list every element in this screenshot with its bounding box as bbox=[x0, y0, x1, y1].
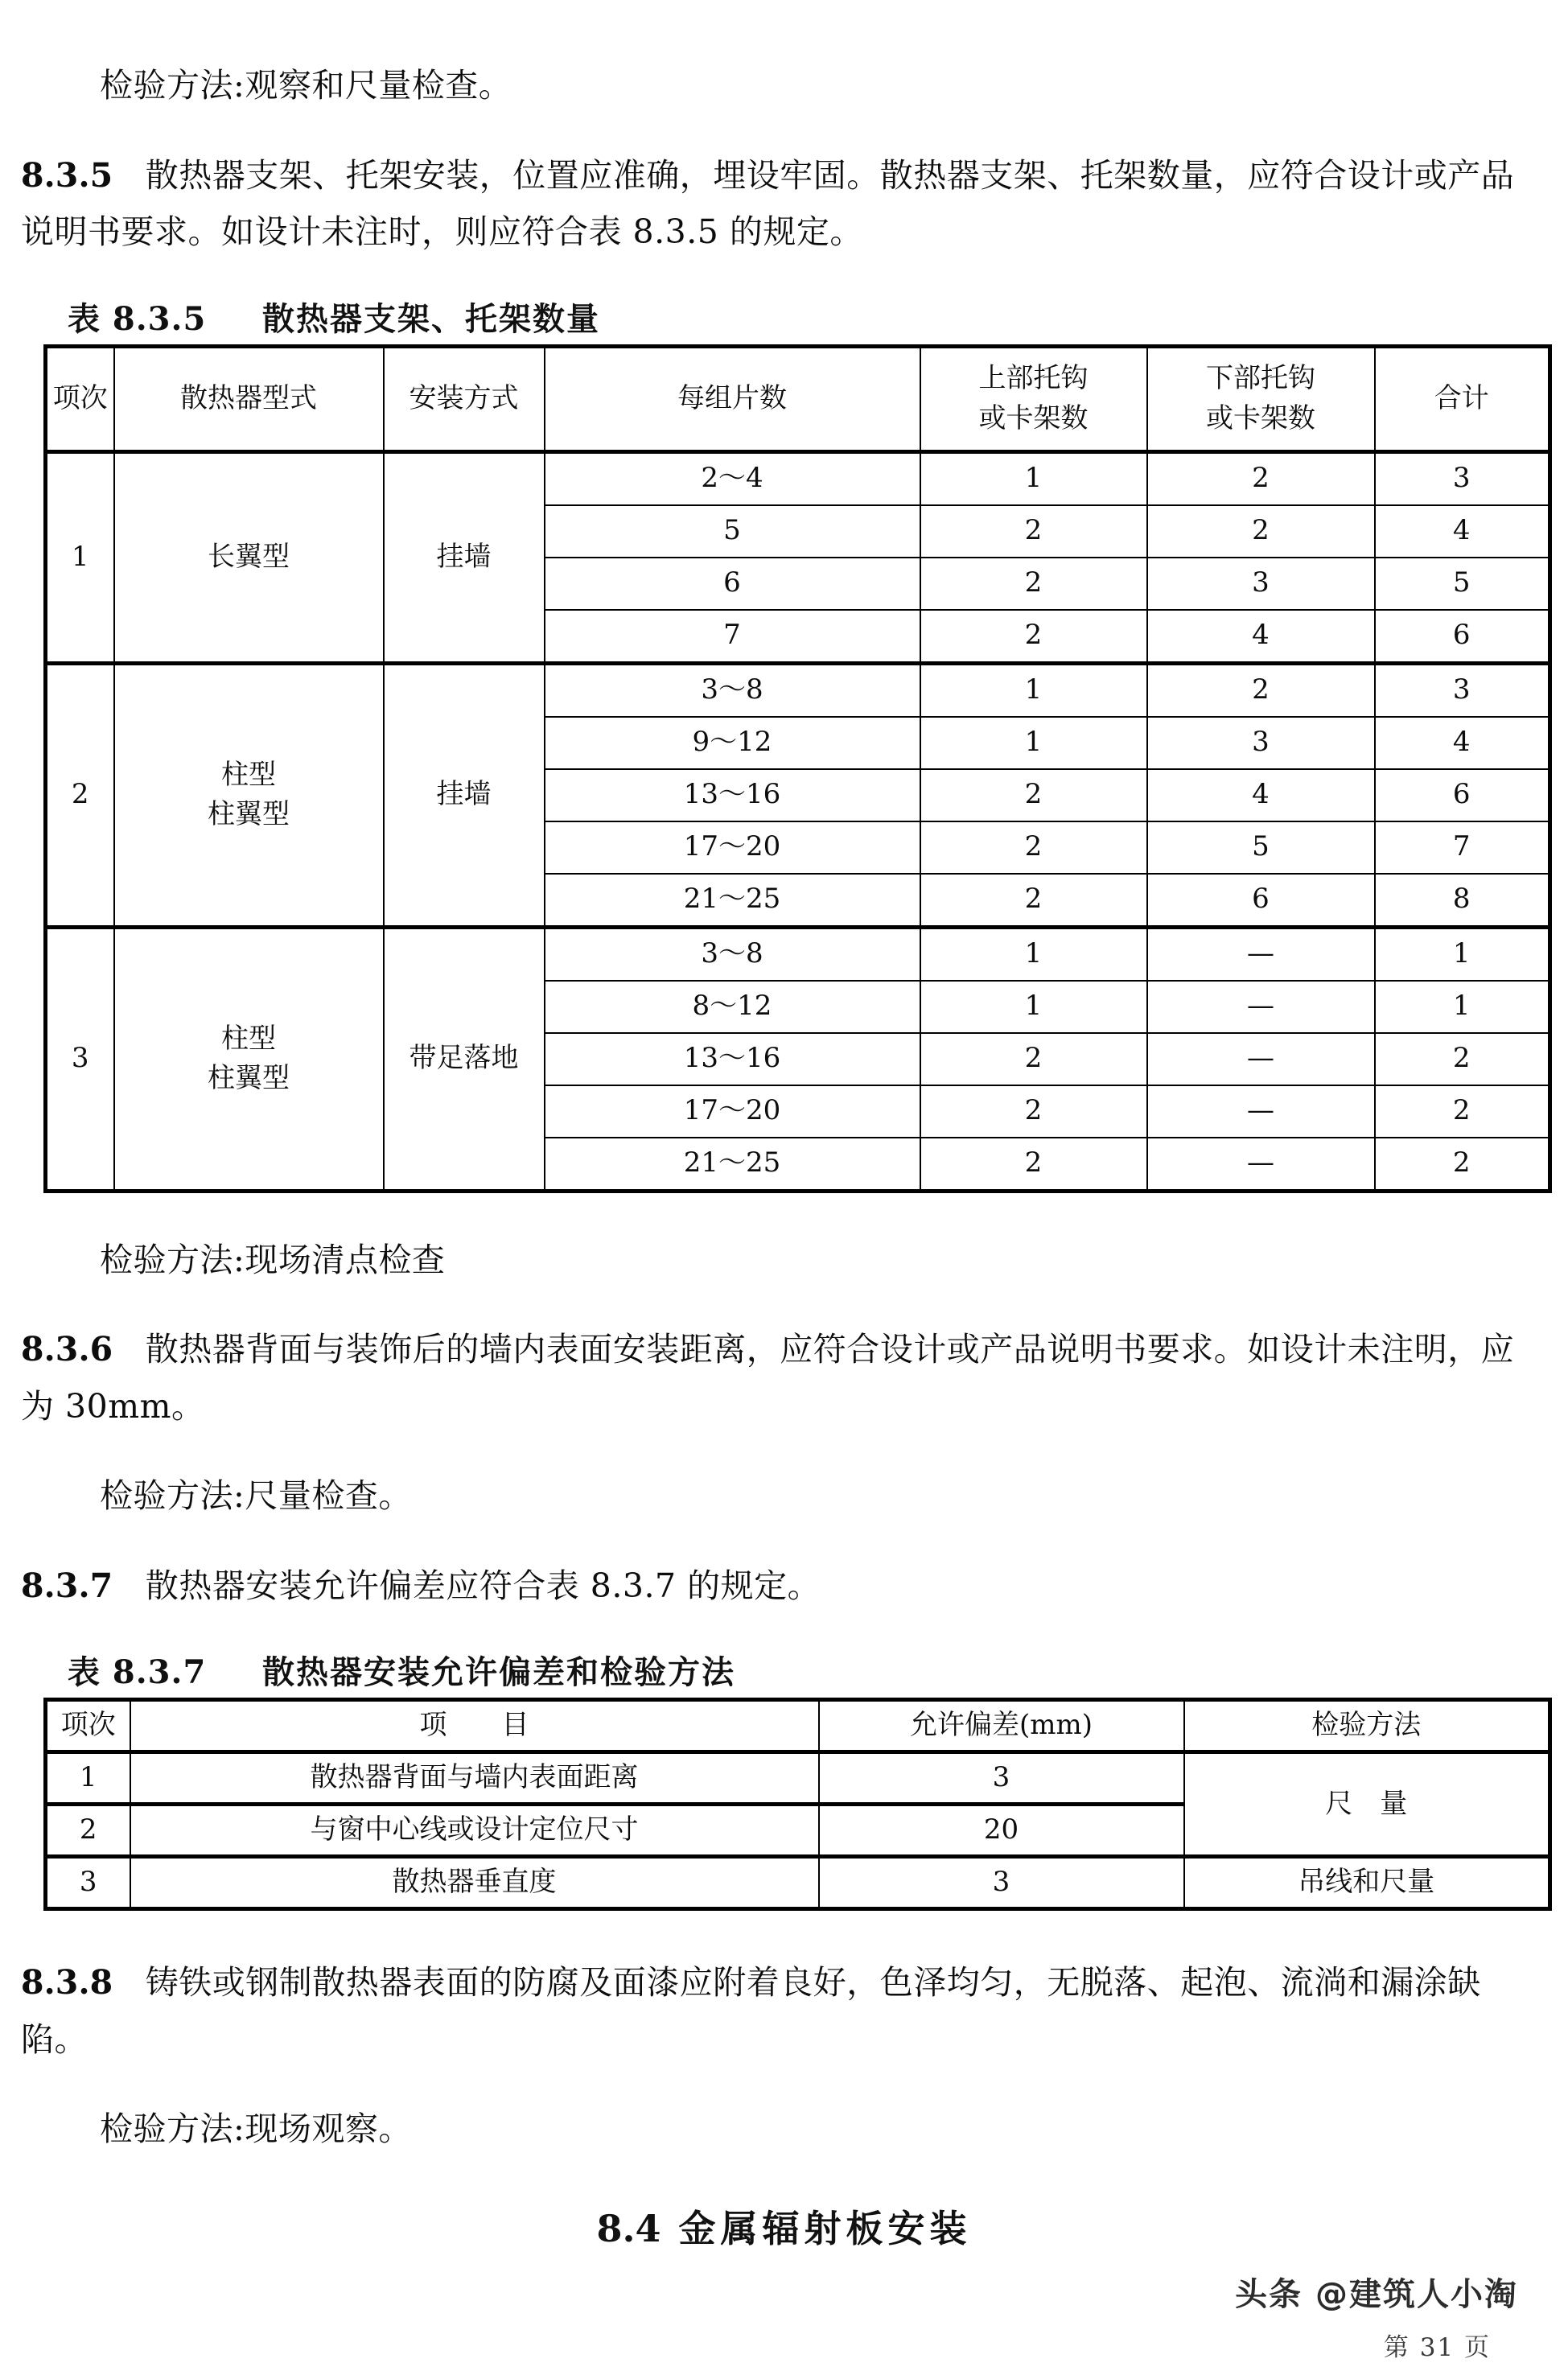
cell-upper-hooks: 1 bbox=[920, 981, 1147, 1033]
cell-total: 3 bbox=[1375, 451, 1550, 505]
cell-lower-hooks: 5 bbox=[1147, 821, 1375, 874]
section-8-4-number: 8.4 bbox=[596, 2206, 661, 2250]
cell-lower-hooks: 2 bbox=[1147, 505, 1375, 558]
header-cell-mounting: 安装方式 bbox=[384, 346, 545, 451]
cell-total: 2 bbox=[1375, 1085, 1550, 1138]
cell-mounting-method: 挂墙 bbox=[384, 451, 545, 663]
cell-total: 1 bbox=[1375, 927, 1550, 981]
cell-upper-hooks: 2 bbox=[920, 821, 1147, 874]
cell-section-count: 3～8 bbox=[545, 927, 920, 981]
table-8-3-7-caption-number: 表 8.3.7 bbox=[68, 1653, 207, 1692]
cell-index: 2 bbox=[46, 1805, 130, 1857]
cell-lower-hooks: 2 bbox=[1147, 663, 1375, 717]
clause-8-3-5 bbox=[21, 147, 1547, 261]
clause-8-3-6-text: 散热器背面与装饰后的墙内表面安装距离，应符合设计或产品说明书要求。如设计未注明，应为 30mm。 bbox=[21, 1330, 1515, 1426]
cell-section-count: 13～16 bbox=[545, 1033, 920, 1085]
section-8-4-heading bbox=[21, 2200, 1547, 2253]
cell-lower-hooks: — bbox=[1147, 1138, 1375, 1192]
header-cell-index: 项次 bbox=[46, 346, 114, 451]
cell-total: 2 bbox=[1375, 1033, 1550, 1085]
table-8-3-7-header-row bbox=[46, 1700, 1550, 1752]
cell-lower-hooks: 4 bbox=[1147, 610, 1375, 664]
cell-total: 8 bbox=[1375, 874, 1550, 928]
cell-section-count: 21～25 bbox=[545, 874, 920, 928]
cell-total: 7 bbox=[1375, 821, 1550, 874]
header-lower-line1: 下部托钩 bbox=[1206, 362, 1315, 395]
header-cell-tolerance: 允许偏差(mm) bbox=[819, 1700, 1184, 1752]
cell-tolerance: 20 bbox=[819, 1805, 1184, 1857]
header-cell-upper-hooks bbox=[920, 346, 1147, 451]
cell-index: 3 bbox=[46, 1857, 130, 1909]
inspection-method-intro: 检验方法:观察和尺量检查。 bbox=[100, 66, 512, 105]
cell-upper-hooks: 2 bbox=[920, 1033, 1147, 1085]
cell-total: 1 bbox=[1375, 981, 1550, 1033]
header-cell-type: 散热器型式 bbox=[114, 346, 384, 451]
table-8-3-7-caption bbox=[21, 1647, 1547, 1693]
inspection-method-after-8-3-8: 检验方法:现场观察。 bbox=[100, 2110, 412, 2149]
cell-section-count: 8～12 bbox=[545, 981, 920, 1033]
cell-upper-hooks: 2 bbox=[920, 610, 1147, 664]
cell-group-index: 2 bbox=[46, 663, 114, 927]
table-8-3-5-caption bbox=[21, 294, 1547, 340]
cell-index: 1 bbox=[46, 1752, 130, 1805]
cell-section-count: 21～25 bbox=[545, 1138, 920, 1192]
header-upper-line2: 或卡架数 bbox=[978, 401, 1089, 434]
cell-mounting-method: 挂墙 bbox=[384, 663, 545, 927]
table-row bbox=[46, 927, 1550, 981]
cell-total: 2 bbox=[1375, 1138, 1550, 1192]
clause-8-3-6 bbox=[21, 1321, 1547, 1435]
cell-section-count: 9～12 bbox=[545, 717, 920, 769]
cell-total: 3 bbox=[1375, 663, 1550, 717]
table-row bbox=[46, 1752, 1550, 1805]
cell-lower-hooks: 2 bbox=[1147, 451, 1375, 505]
cell-section-count: 17～20 bbox=[545, 821, 920, 874]
cell-upper-hooks: 1 bbox=[920, 927, 1147, 981]
cell-total: 6 bbox=[1375, 769, 1550, 821]
page-number: 第 31 页 bbox=[1383, 2333, 1491, 2362]
cell-lower-hooks: 3 bbox=[1147, 717, 1375, 769]
cell-upper-hooks: 1 bbox=[920, 451, 1147, 505]
cell-group-index: 3 bbox=[46, 927, 114, 1191]
clause-8-3-7-number: 8.3.7 bbox=[21, 1566, 113, 1605]
cell-lower-hooks: 4 bbox=[1147, 769, 1375, 821]
cell-upper-hooks: 2 bbox=[920, 1138, 1147, 1192]
cell-total: 6 bbox=[1375, 610, 1550, 664]
cell-total: 5 bbox=[1375, 558, 1550, 610]
cell-section-count: 7 bbox=[545, 610, 920, 664]
cell-upper-hooks: 2 bbox=[920, 505, 1147, 558]
table-8-3-5 bbox=[43, 344, 1552, 1193]
cell-total: 4 bbox=[1375, 717, 1550, 769]
header-cell-item: 项 目 bbox=[130, 1700, 819, 1752]
cell-radiator-type: 柱型 柱翼型 bbox=[114, 927, 384, 1191]
cell-section-count: 5 bbox=[545, 505, 920, 558]
header-upper-line1: 上部托钩 bbox=[978, 362, 1089, 395]
cell-upper-hooks: 2 bbox=[920, 769, 1147, 821]
cell-section-count: 2～4 bbox=[545, 451, 920, 505]
cell-upper-hooks: 1 bbox=[920, 717, 1147, 769]
cell-section-count: 17～20 bbox=[545, 1085, 920, 1138]
cell-mounting-method: 带足落地 bbox=[384, 927, 545, 1191]
cell-section-count: 13～16 bbox=[545, 769, 920, 821]
table-row bbox=[46, 451, 1550, 505]
header-cell-method: 检验方法 bbox=[1184, 1700, 1550, 1752]
inspection-method-after-8-3-5: 检验方法:现场清点检查 bbox=[100, 1240, 446, 1279]
cell-upper-hooks: 2 bbox=[920, 1085, 1147, 1138]
clause-8-3-5-number: 8.3.5 bbox=[21, 155, 113, 195]
cell-inspection-method: 吊线和尺量 bbox=[1184, 1857, 1550, 1909]
table-8-3-7-caption-title: 散热器安装允许偏差和检验方法 bbox=[262, 1653, 735, 1692]
clause-8-3-5-text: 散热器支架、托架安装，位置应准确，埋设牢固。散热器支架、托架数量，应符合设计或产品说明书要求。如设计未注时，则应符合表 8.3.5 的规定。 bbox=[21, 155, 1515, 252]
table-row bbox=[46, 1857, 1550, 1909]
cell-upper-hooks: 1 bbox=[920, 663, 1147, 717]
cell-lower-hooks: 3 bbox=[1147, 558, 1375, 610]
cell-tolerance: 3 bbox=[819, 1857, 1184, 1909]
table-8-3-5-body bbox=[46, 451, 1550, 1191]
header-cell-index: 项次 bbox=[46, 1700, 130, 1752]
cell-item: 散热器背面与墙内表面距离 bbox=[130, 1752, 819, 1805]
cell-total: 4 bbox=[1375, 505, 1550, 558]
cell-inspection-method: 尺 量 bbox=[1184, 1752, 1550, 1857]
header-cell-total: 合计 bbox=[1375, 346, 1550, 451]
clause-8-3-8-text: 铸铁或钢制散热器表面的防腐及面漆应附着良好，色泽均匀，无脱落、起泡、流淌和漏涂缺陷。 bbox=[21, 1963, 1481, 2059]
cell-group-index: 1 bbox=[46, 451, 114, 663]
cell-lower-hooks: 6 bbox=[1147, 874, 1375, 928]
clause-8-3-7 bbox=[21, 1558, 1547, 1615]
clause-8-3-7-text: 散热器安装允许偏差应符合表 8.3.7 的规定。 bbox=[145, 1566, 821, 1605]
table-8-3-5-caption-title: 散热器支架、托架数量 bbox=[262, 299, 600, 338]
cell-section-count: 6 bbox=[545, 558, 920, 610]
cell-item: 与窗中心线或设计定位尺寸 bbox=[130, 1805, 819, 1857]
cell-item: 散热器垂直度 bbox=[130, 1857, 819, 1909]
cell-lower-hooks: — bbox=[1147, 981, 1375, 1033]
table-row bbox=[46, 663, 1550, 717]
inspection-method-after-8-3-6: 检验方法:尺量检查。 bbox=[100, 1476, 412, 1516]
clause-8-3-8-number: 8.3.8 bbox=[21, 1963, 113, 2003]
cell-lower-hooks: — bbox=[1147, 1085, 1375, 1138]
cell-lower-hooks: — bbox=[1147, 927, 1375, 981]
header-cell-count: 每组片数 bbox=[545, 346, 920, 451]
cell-section-count: 3～8 bbox=[545, 663, 920, 717]
table-8-3-7 bbox=[43, 1698, 1552, 1911]
watermark: 头条 @建筑人小淘 bbox=[1235, 2276, 1518, 2313]
clause-8-3-8 bbox=[21, 1954, 1547, 2068]
clause-8-3-6-number: 8.3.6 bbox=[21, 1330, 113, 1369]
header-cell-lower-hooks bbox=[1147, 346, 1375, 451]
table-8-3-7-body bbox=[46, 1752, 1550, 1909]
cell-tolerance: 3 bbox=[819, 1752, 1184, 1805]
cell-upper-hooks: 2 bbox=[920, 874, 1147, 928]
cell-radiator-type: 长翼型 bbox=[114, 451, 384, 663]
header-lower-line2: 或卡架数 bbox=[1206, 401, 1315, 434]
cell-radiator-type: 柱型 柱翼型 bbox=[114, 663, 384, 927]
table-8-3-5-caption-number: 表 8.3.5 bbox=[68, 299, 207, 338]
table-8-3-5-header-row bbox=[46, 346, 1550, 451]
cell-upper-hooks: 2 bbox=[920, 558, 1147, 610]
section-8-4-title: 金属辐射板安装 bbox=[678, 2206, 972, 2250]
cell-lower-hooks: — bbox=[1147, 1033, 1375, 1085]
